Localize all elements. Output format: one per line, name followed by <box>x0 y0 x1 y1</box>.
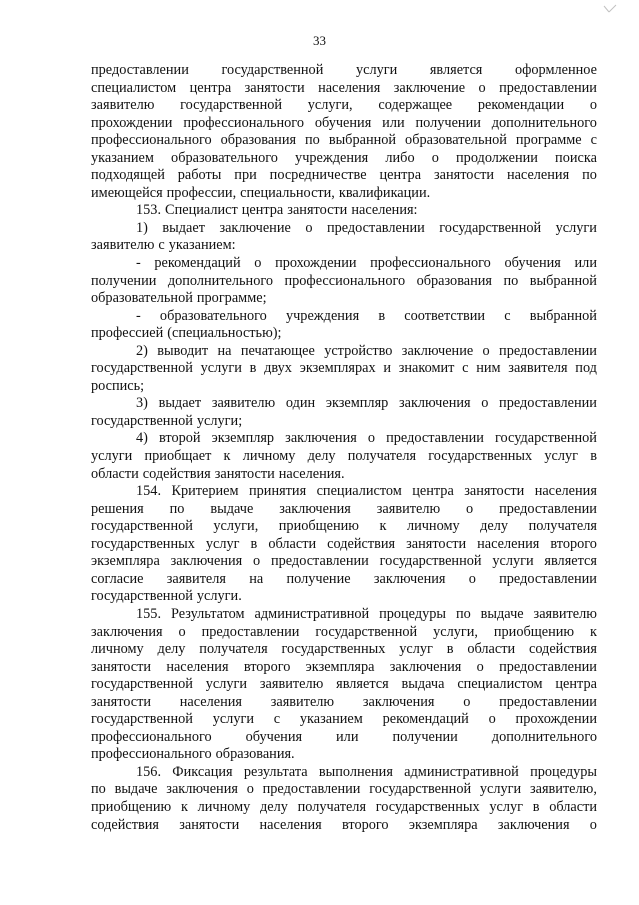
text-line: 155. Результатом административной процедуры по выдаче заявителю <box>136 605 597 622</box>
text-line: решения по выдаче заключения заявителю о предоставлении <box>91 500 597 517</box>
text-line: предоставлении государственной услуги является оформленное <box>91 62 597 78</box>
text-line: 156. Фиксация результата выполнения административной процедуры <box>136 763 597 780</box>
text-line: экземпляра заключения о предоставлении государственной услуги является <box>91 553 597 570</box>
scan-artifact-mark <box>603 4 617 14</box>
text-line: государственной услуги; <box>91 412 243 429</box>
text-line: профессионального образования по выбранной образовательной программе с <box>91 132 597 149</box>
text-line: заявителю государственной услуги, содержащее рекомендации о <box>91 97 597 114</box>
text-line: услуги приобщает к личному делу получателя государственных услуг в <box>91 448 597 465</box>
text-line: 1) выдает заключение о предоставлении государственной услуги <box>136 219 597 236</box>
text-line: профессионального обучения или получении дополнительного <box>91 728 597 745</box>
text-line: заключения о предоставлении государственной услуги, приобщению к <box>91 623 597 640</box>
text-line: приобщению к личному делу получателя государственных услуг в области <box>91 798 597 815</box>
text-line: государственных услуг в области содействия занятости населения второго <box>91 535 597 552</box>
text-line: роспись; <box>91 377 145 394</box>
text-line: занятости населения заявителю заключения о предоставлении <box>91 693 597 710</box>
text-line: государственной услуги с указанием рекомендаций о прохождении <box>91 711 597 728</box>
text-line: 2) выводит на печатающее устройство заключение о предоставлении <box>136 342 597 359</box>
text-line: подходящей работы при посредничестве центра занятости населения по <box>91 167 597 184</box>
text-line: государственной услуги. <box>91 588 242 605</box>
text-line: государственной услуги заявителю является выдача специалистом центра <box>91 676 597 693</box>
text-line: содействия занятости населения второго экземпляра заключения о <box>91 816 597 833</box>
text-line: 153. Специалист центра занятости населения: <box>136 202 418 219</box>
text-line: занятости населения второго экземпляра заключения о предоставлении <box>91 658 597 675</box>
text-line: получении дополнительного профессионального образования по выбранной <box>91 272 597 289</box>
text-line: имеющейся профессии, специальности, квалификации. <box>91 184 431 201</box>
text-line: образовательной программе; <box>91 290 267 307</box>
text-line: заявителю с указанием: <box>91 237 236 254</box>
text-line: профессионального образования. <box>91 746 295 763</box>
text-line: указанием образовательного учреждения либо о продолжении поиска <box>91 149 597 166</box>
body-text <box>91 62 597 834</box>
text-line: прохождении профессионального обучения или получении дополнительного <box>91 114 597 131</box>
text-line: 3) выдает заявителю один экземпляр заключения о предоставлении <box>136 395 597 412</box>
text-line: личному делу получателя государственных услуг в области содействия <box>91 641 597 658</box>
text-line: 4) второй экземпляр заключения о предоставлении государственной <box>136 430 597 447</box>
text-line: области содействия занятости населения. <box>91 465 345 482</box>
text-line: государственной услуги, приобщению к личному делу получателя <box>91 518 597 535</box>
text-line: согласие заявителя на получение заключения о предоставлении <box>91 570 597 587</box>
page-number: 33 <box>313 33 326 48</box>
text-line: - образовательного учреждения в соответствии с выбранной <box>136 307 597 324</box>
text-line: государственной услуги в двух экземплярах и знакомит с ним заявителя под <box>91 360 597 377</box>
text-line: - рекомендаций о прохождении профессионального обучения или <box>136 255 597 272</box>
text-line: по выдаче заключения о предоставлении государственной услуги заявителю, <box>91 781 597 798</box>
text-line: профессией (специальностью); <box>91 325 282 342</box>
text-line: специалистом центра занятости населения заключение о предоставлении <box>91 79 597 96</box>
text-line: 154. Критерием принятия специалистом центра занятости населения <box>136 483 597 500</box>
